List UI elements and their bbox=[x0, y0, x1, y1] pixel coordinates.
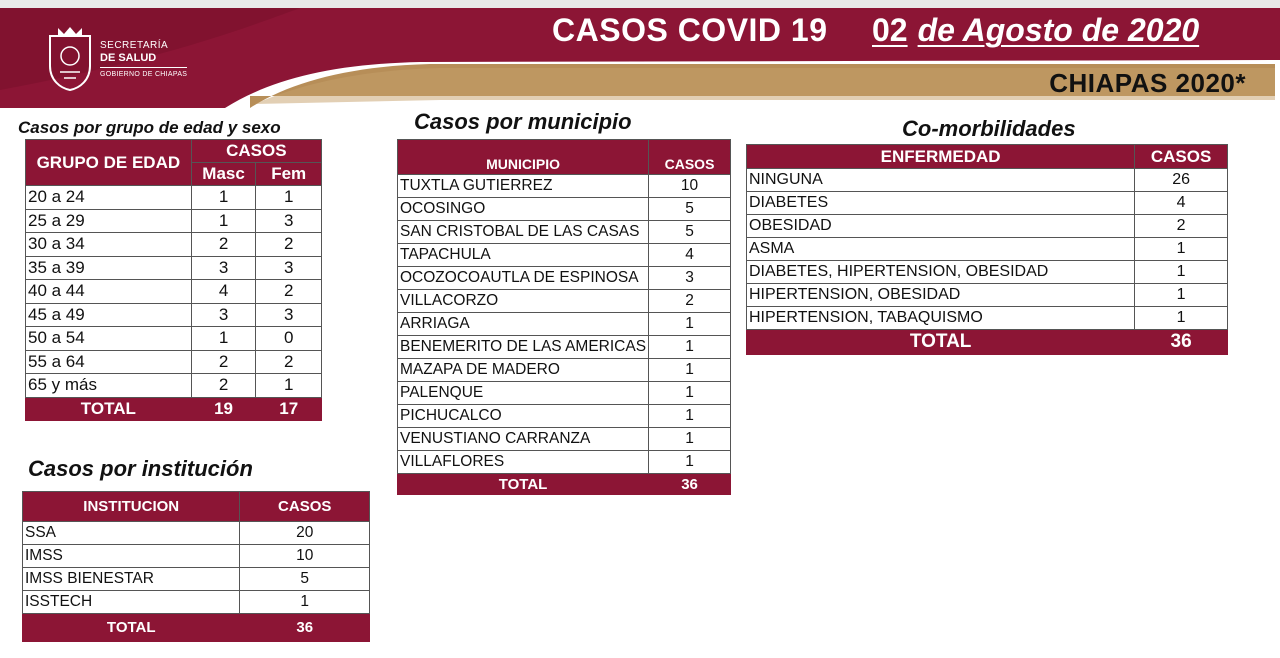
fem-cases-cell: 0 bbox=[256, 327, 322, 351]
municipality-name-cell: TAPACHULA bbox=[398, 244, 649, 267]
municipality-table bbox=[397, 139, 731, 495]
institution-cases-cell: 1 bbox=[240, 591, 370, 614]
fem-header: Fem bbox=[256, 163, 322, 186]
fem-cases-cell: 1 bbox=[256, 374, 322, 398]
table-row bbox=[26, 209, 322, 233]
report-date bbox=[872, 12, 1199, 49]
institution-cases-cell: 20 bbox=[240, 522, 370, 545]
disease-cases-cell: 1 bbox=[1135, 307, 1228, 330]
municipality-cases-cell: 1 bbox=[649, 451, 731, 474]
municipality-cases-cell: 3 bbox=[649, 267, 731, 290]
municipality-title: Casos por municipio bbox=[414, 109, 632, 134]
table-row bbox=[26, 280, 322, 304]
table-row bbox=[747, 238, 1228, 261]
report-date-day: 02 bbox=[872, 12, 908, 48]
municipality-cases-cell: 5 bbox=[649, 198, 731, 221]
table-row bbox=[747, 192, 1228, 215]
age-sex-table bbox=[25, 139, 322, 421]
age-group-cell: 30 a 34 bbox=[26, 233, 192, 257]
table-row bbox=[747, 261, 1228, 284]
table-row bbox=[398, 290, 731, 313]
table-row bbox=[398, 313, 731, 336]
logo-line-2: DE SALUD bbox=[100, 52, 157, 64]
disease-cases-cell: 1 bbox=[1135, 261, 1228, 284]
age-group-cell: 40 a 44 bbox=[26, 280, 192, 304]
disease-name-cell: DIABETES, HIPERTENSION, OBESIDAD bbox=[747, 261, 1135, 284]
institution-name-cell: ISSTECH bbox=[23, 591, 240, 614]
total-label: TOTAL bbox=[26, 397, 192, 421]
municipality-cases-cell: 1 bbox=[649, 336, 731, 359]
municipality-name-cell: PICHUCALCO bbox=[398, 405, 649, 428]
fem-cases-cell: 3 bbox=[256, 209, 322, 233]
institution-table bbox=[22, 491, 370, 642]
municipality-cases-cell: 5 bbox=[649, 221, 731, 244]
municipality-name-cell: OCOSINGO bbox=[398, 198, 649, 221]
masc-cases-cell: 2 bbox=[191, 233, 256, 257]
table-row bbox=[398, 336, 731, 359]
fem-cases-cell: 3 bbox=[256, 303, 322, 327]
municipality-name-cell: PALENQUE bbox=[398, 382, 649, 405]
disease-cases-cell: 1 bbox=[1135, 284, 1228, 307]
municipality-name-cell: VILLAFLORES bbox=[398, 451, 649, 474]
table-row bbox=[23, 591, 370, 614]
page-title: CASOS COVID 19 bbox=[552, 12, 828, 48]
municipality-cases-cell: 1 bbox=[649, 405, 731, 428]
disease-name-cell: ASMA bbox=[747, 238, 1135, 261]
municipality-total-row bbox=[398, 474, 731, 495]
institution-total-row bbox=[23, 614, 370, 642]
fem-cases-cell: 2 bbox=[256, 350, 322, 374]
logo-line-1: SECRETARÍA bbox=[100, 40, 169, 51]
masc-header: Masc bbox=[191, 163, 256, 186]
table-row bbox=[26, 327, 322, 351]
institution-cases-cell: 10 bbox=[240, 545, 370, 568]
municipality-cases-cell: 4 bbox=[649, 244, 731, 267]
table-row bbox=[398, 451, 731, 474]
table-row bbox=[747, 284, 1228, 307]
institution-name-cell: SSA bbox=[23, 522, 240, 545]
age-group-cell: 45 a 49 bbox=[26, 303, 192, 327]
institution-name-cell: IMSS bbox=[23, 545, 240, 568]
age-group-cell: 55 a 64 bbox=[26, 350, 192, 374]
disease-name-cell: HIPERTENSION, TABAQUISMO bbox=[747, 307, 1135, 330]
table-row bbox=[747, 169, 1228, 192]
table-row bbox=[398, 428, 731, 451]
table-row bbox=[26, 374, 322, 398]
table-row bbox=[26, 350, 322, 374]
report-date-rest: de Agosto de 2020 bbox=[917, 12, 1200, 48]
table-row bbox=[26, 256, 322, 280]
disease-cases-cell: 26 bbox=[1135, 169, 1228, 192]
institution-cases-cell: 5 bbox=[240, 568, 370, 591]
table-row bbox=[398, 198, 731, 221]
page-subtitle: CHIAPAS 2020* bbox=[1049, 68, 1246, 98]
table-row bbox=[23, 545, 370, 568]
institution-header: INSTITUCION bbox=[23, 492, 240, 522]
masc-cases-cell: 1 bbox=[191, 209, 256, 233]
comorbidity-cases-header: CASOS bbox=[1135, 145, 1228, 169]
municipality-cases-cell: 10 bbox=[649, 175, 731, 198]
municipality-name-cell: SAN CRISTOBAL DE LAS CASAS bbox=[398, 221, 649, 244]
disease-name-cell: HIPERTENSION, OBESIDAD bbox=[747, 284, 1135, 307]
municipality-cases-cell: 2 bbox=[649, 290, 731, 313]
table-row bbox=[747, 215, 1228, 238]
table-row bbox=[398, 267, 731, 290]
total-fem: 17 bbox=[256, 397, 322, 421]
municipality-name-cell: ARRIAGA bbox=[398, 313, 649, 336]
masc-cases-cell: 3 bbox=[191, 256, 256, 280]
age-group-cell: 25 a 29 bbox=[26, 209, 192, 233]
table-row bbox=[26, 303, 322, 327]
table-row bbox=[23, 568, 370, 591]
municipality-name-cell: TUXTLA GUTIERREZ bbox=[398, 175, 649, 198]
table-row bbox=[398, 359, 731, 382]
age-group-cell: 65 y más bbox=[26, 374, 192, 398]
masc-cases-cell: 1 bbox=[191, 327, 256, 351]
masc-cases-cell: 2 bbox=[191, 350, 256, 374]
disease-name-cell: OBESIDAD bbox=[747, 215, 1135, 238]
shield-icon bbox=[46, 26, 94, 92]
disease-name-cell: NINGUNA bbox=[747, 169, 1135, 192]
total-masc: 19 bbox=[191, 397, 256, 421]
masc-cases-cell: 3 bbox=[191, 303, 256, 327]
age-group-cell: 35 a 39 bbox=[26, 256, 192, 280]
table-row bbox=[398, 221, 731, 244]
disease-cases-cell: 4 bbox=[1135, 192, 1228, 215]
municipality-name-cell: VILLACORZO bbox=[398, 290, 649, 313]
municipality-cases-cell: 1 bbox=[649, 428, 731, 451]
municipality-name-cell: VENUSTIANO CARRANZA bbox=[398, 428, 649, 451]
fem-cases-cell: 2 bbox=[256, 233, 322, 257]
comorbidities-table bbox=[746, 144, 1228, 355]
fem-cases-cell: 2 bbox=[256, 280, 322, 304]
table-row bbox=[26, 186, 322, 210]
header-banner bbox=[0, 0, 1280, 112]
table-row bbox=[398, 244, 731, 267]
masc-cases-cell: 2 bbox=[191, 374, 256, 398]
table-row bbox=[26, 233, 322, 257]
total-label: TOTAL bbox=[398, 474, 649, 495]
logo-line-3: GOBIERNO DE CHIAPAS bbox=[100, 67, 187, 81]
municipality-cases-cell: 1 bbox=[649, 382, 731, 405]
institution-cases-header: CASOS bbox=[240, 492, 370, 522]
age-group-cell: 50 a 54 bbox=[26, 327, 192, 351]
municipality-cases-header: CASOS bbox=[649, 140, 731, 175]
institution-title: Casos por institución bbox=[28, 456, 253, 481]
disease-header: ENFERMEDAD bbox=[747, 145, 1135, 169]
fem-cases-cell: 1 bbox=[256, 186, 322, 210]
disease-cases-cell: 1 bbox=[1135, 238, 1228, 261]
total-label: TOTAL bbox=[747, 330, 1135, 355]
comorbidities-title: Co-morbilidades bbox=[902, 116, 1076, 141]
institution-name-cell: IMSS BIENESTAR bbox=[23, 568, 240, 591]
cases-header: CASOS bbox=[191, 140, 321, 163]
total-label: TOTAL bbox=[23, 614, 240, 642]
table-row bbox=[747, 307, 1228, 330]
table-row bbox=[398, 175, 731, 198]
masc-cases-cell: 1 bbox=[191, 186, 256, 210]
table-row bbox=[23, 522, 370, 545]
municipality-total: 36 bbox=[649, 474, 731, 495]
comorbidity-total-row bbox=[747, 330, 1228, 355]
municipality-name-cell: MAZAPA DE MADERO bbox=[398, 359, 649, 382]
age-group-header: GRUPO DE EDAD bbox=[26, 140, 192, 186]
municipality-cases-cell: 1 bbox=[649, 313, 731, 336]
municipality-cases-cell: 1 bbox=[649, 359, 731, 382]
municipality-name-cell: OCOZOCOAUTLA DE ESPINOSA bbox=[398, 267, 649, 290]
disease-cases-cell: 2 bbox=[1135, 215, 1228, 238]
table-row bbox=[398, 405, 731, 428]
municipality-name-cell: BENEMERITO DE LAS AMERICAS bbox=[398, 336, 649, 359]
institution-total: 36 bbox=[240, 614, 370, 642]
masc-cases-cell: 4 bbox=[191, 280, 256, 304]
age-sex-title: Casos por grupo de edad y sexo bbox=[18, 118, 281, 137]
comorbidity-total: 36 bbox=[1135, 330, 1228, 355]
age-total-row bbox=[26, 397, 322, 421]
disease-name-cell: DIABETES bbox=[747, 192, 1135, 215]
logo-text bbox=[100, 40, 187, 81]
municipality-header: MUNICIPIO bbox=[398, 140, 649, 175]
table-row bbox=[398, 382, 731, 405]
fem-cases-cell: 3 bbox=[256, 256, 322, 280]
age-group-cell: 20 a 24 bbox=[26, 186, 192, 210]
